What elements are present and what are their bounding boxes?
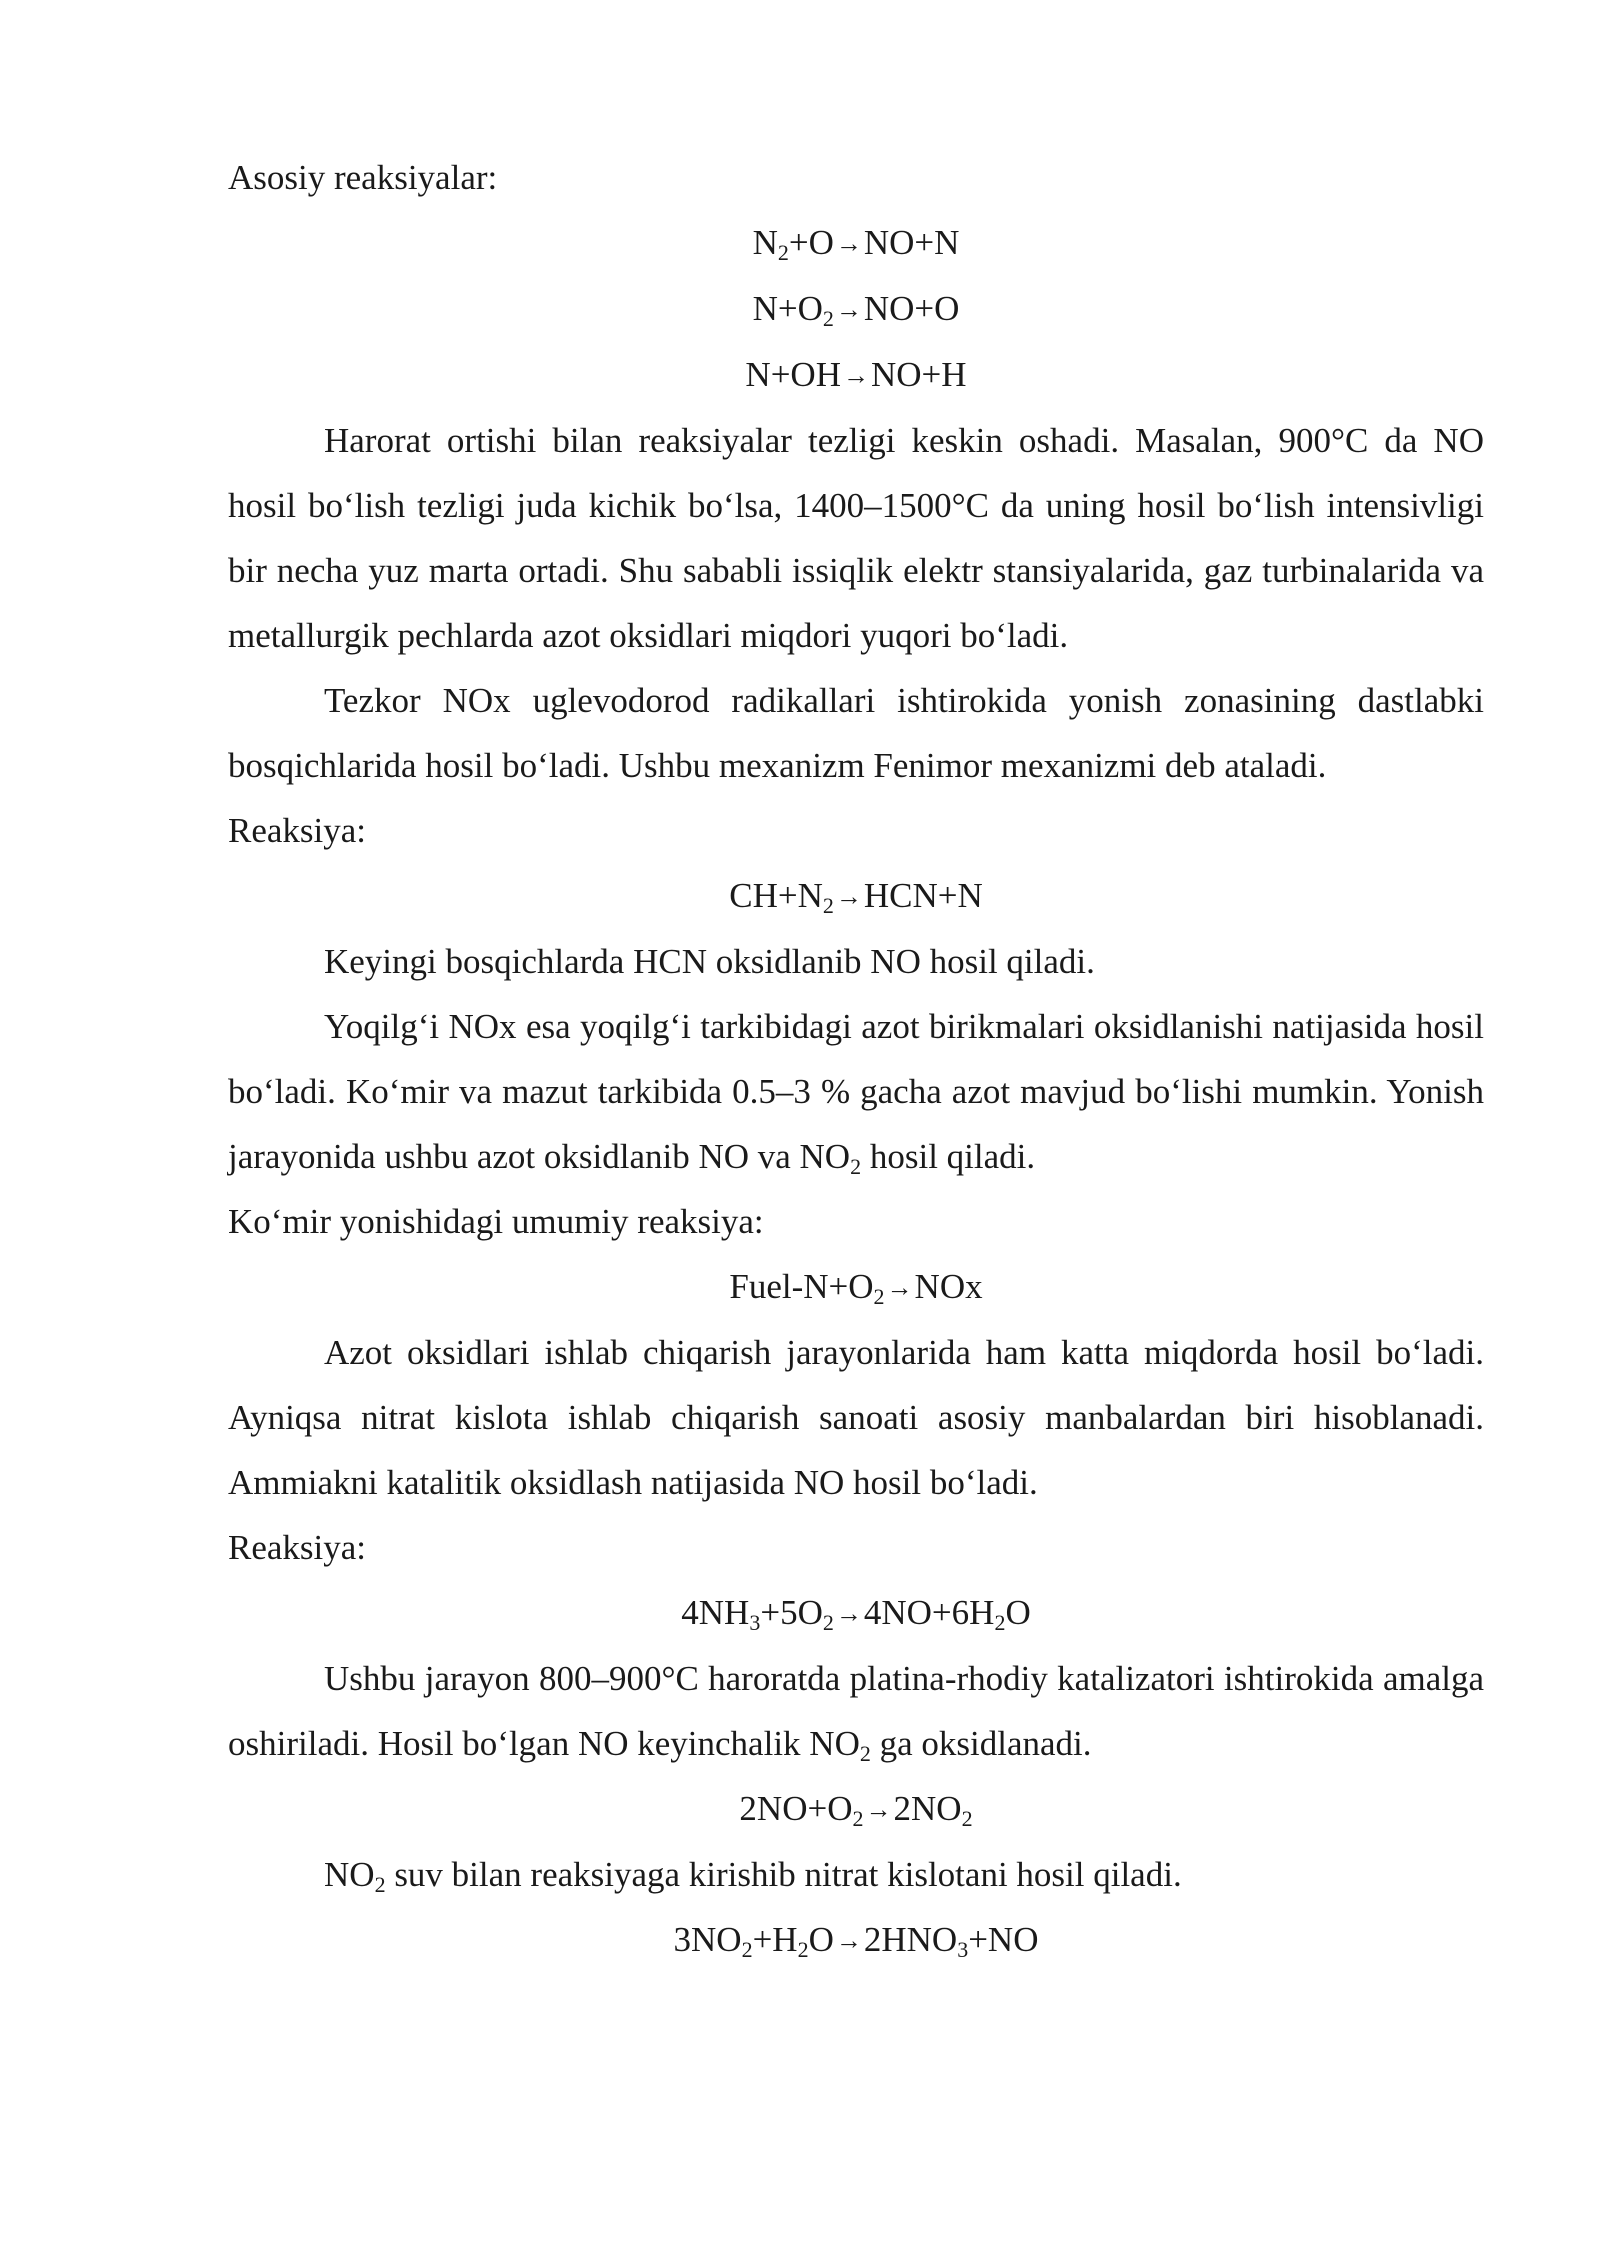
reaction-arrow-icon: → (835, 1599, 862, 1628)
section-label: Reaksiya: (228, 811, 367, 850)
text-run: NOx (914, 1267, 983, 1306)
text-run: 2HNO (863, 1920, 958, 1959)
text-run: NO+N (863, 223, 960, 262)
reaction-arrow-icon: → (835, 229, 862, 258)
body-paragraph (228, 1646, 1484, 1776)
text-run: +H (752, 1920, 798, 1959)
subscript: 2 (822, 306, 834, 331)
text-run: O (1005, 1593, 1031, 1632)
subscript: 2 (994, 1610, 1006, 1635)
text-run: CH+N (729, 876, 823, 915)
chemical-equation (228, 1907, 1484, 1973)
section-label: Reaksiya: (228, 1528, 367, 1567)
text-run: HCN+N (863, 876, 983, 915)
subscript: 2 (822, 1610, 834, 1635)
text-run: 3NO (673, 1920, 742, 1959)
subscript: 3 (749, 1610, 761, 1635)
body-paragraph (228, 929, 1484, 994)
chemical-equation (228, 210, 1484, 276)
chemical-equation (228, 342, 1484, 408)
reaction-arrow-icon: → (865, 1795, 892, 1824)
subscript: 2 (850, 1154, 862, 1179)
text-run: NO+H (871, 355, 967, 394)
text-run: 4NH (681, 1593, 750, 1632)
text-run: NO+O (863, 289, 960, 328)
section-label: Ko‘mir yonishidagi umumiy reaksiya: (228, 1202, 764, 1241)
subscript: 2 (777, 240, 789, 265)
subscript: 2 (374, 1872, 386, 1897)
subscript: 2 (873, 1284, 885, 1309)
text-run: suv bilan reaksiyaga kirishib nitrat kislotani hosil qiladi. (385, 1855, 1182, 1894)
reaction-arrow-icon: → (835, 295, 862, 324)
chemical-equation (228, 1776, 1484, 1842)
subscript: 2 (822, 893, 834, 918)
section-label: Asosiy reaksiyalar: (228, 158, 498, 197)
text-run: Yoqilg‘i NOx esa yoqilg‘i tarkibidagi azot birikmalari oksidlanishi natijasida hosil bo‘ladi. Ko‘mir va mazut tarkibida 0.5–3 % gacha azot mavjud bo‘lishi mumkin. Yonish jarayonida ushbu azot oksidlanib NO va NO (228, 1007, 1484, 1176)
chemical-equation (228, 1580, 1484, 1646)
body-paragraph (228, 994, 1484, 1189)
text-run: +O (788, 223, 834, 262)
text-run: ga oksidlanadi. (870, 1724, 1092, 1763)
subscript: 2 (961, 1806, 973, 1831)
text-run: N+O (752, 289, 823, 328)
chemical-equation (228, 863, 1484, 929)
text-run: Ushbu jarayon 800–900°C haroratda platina-rhodiy katalizatori ishtirokida amalga oshiriladi. Hosil bo‘lgan NO keyinchalik NO (228, 1659, 1484, 1763)
text-run: Harorat ortishi bilan reaksiyalar tezligi keskin oshadi. Masalan, 900°C da NO hosil bo‘lish tezligi juda kichik bo‘lsa, 1400–1500°C da uning hosil bo‘lish intensivligi bir necha yuz marta ortadi. Shu sababli issiqlik elektr stansiyalarida, gaz turbinalarida va metallurgik pechlarda azot oksidlari miqdori yuqori bo‘ladi. (228, 421, 1484, 655)
body-paragraph (228, 1842, 1484, 1907)
text-run: hosil qiladi. (861, 1137, 1036, 1176)
body-paragraph (228, 1320, 1484, 1515)
text-run: NO (324, 1855, 375, 1894)
text-run: O (808, 1920, 834, 1959)
text-run: N (752, 223, 778, 262)
text-run: Azot oksidlari ishlab chiqarish jarayonlarida ham katta miqdorda hosil bo‘ladi. Ayniqsa nitrat kislota ishlab chiqarish sanoati asosiy manbalardan biri hisoblanadi. Ammiakni katalitik oksidlash natijasida NO hosil bo‘ladi. (228, 1333, 1484, 1502)
text-run: 2NO+O (739, 1789, 853, 1828)
chemical-equation (228, 276, 1484, 342)
text-run: 2NO (893, 1789, 962, 1828)
body-paragraph (228, 408, 1484, 668)
chemical-equation (228, 1254, 1484, 1320)
subscript: 2 (797, 1937, 809, 1962)
reaction-arrow-icon: → (843, 361, 869, 390)
text-run: N+OH (745, 355, 841, 394)
text-run: 4NO+6H (863, 1593, 995, 1632)
text-run: Tezkor NOx uglevodorod radikallari ishtirokida yonish zonasining dastlabki bosqichlarida hosil bo‘ladi. Ushbu mexanizm Fenimor mexanizmi deb ataladi. (228, 681, 1484, 785)
text-run: Keyingi bosqichlarda HCN oksidlanib NO hosil qiladi. (324, 942, 1095, 981)
reaction-arrow-icon: → (835, 1926, 862, 1955)
subscript: 2 (741, 1937, 753, 1962)
text-run: Fuel-N+O (729, 1267, 874, 1306)
reaction-arrow-icon: → (835, 882, 862, 911)
body-paragraph (228, 668, 1484, 798)
subscript: 2 (859, 1741, 871, 1766)
reaction-arrow-icon: → (886, 1273, 913, 1302)
subscript: 2 (852, 1806, 864, 1831)
subscript: 3 (957, 1937, 969, 1962)
text-run: +NO (968, 1920, 1039, 1959)
text-run: +5O (760, 1593, 823, 1632)
document-page (228, 145, 1484, 1973)
